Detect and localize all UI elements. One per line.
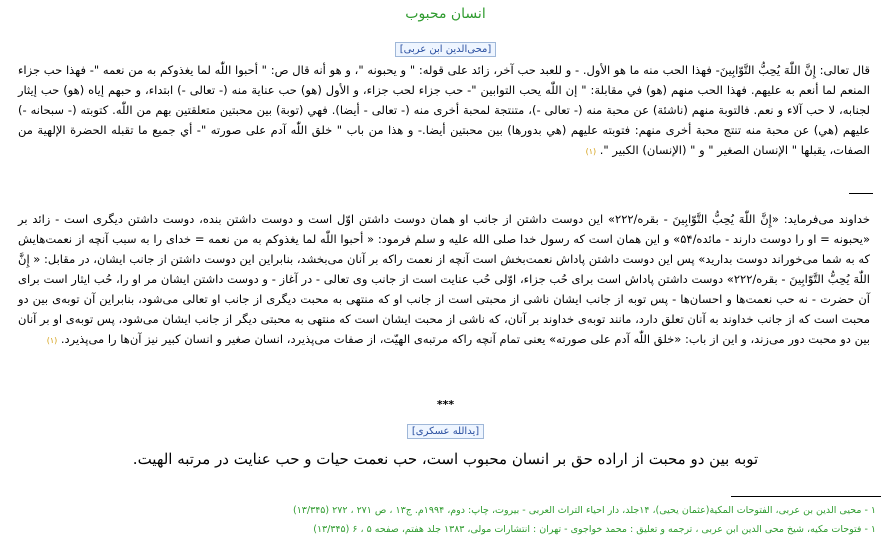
arabic-footnote-ref[interactable]: (۱) [585, 147, 597, 156]
author-label-1 [0, 37, 891, 57]
author-label-2 [0, 419, 891, 439]
author-name-2: [یدالله‌ عسکری] [407, 424, 484, 439]
arabic-paragraph [18, 60, 870, 162]
persian-text: خداوند می‌فرماید: «إِنَّ اللّٰهَ يُحِبُّ التَّوّابِينَ - بقره/۲۲۲» این دوست داشتن از جانب او همان دوست داشتن اوّل است و دوست داشتن بنده، دوست داشتن دیگری است - زائد بر «یحبونه = او را دوست دارند - مائده/۵۴» و این همان است که رسول خدا صلی الله علیه و سلم فرمود: « أحبوا اللّٰه لما يغذوكم به من نعمه = خدای را به سبب آنچه از نعمت‌هایش که به شما می‌خوراند دوست بدارید» پس این دوست داشتن پاداش نعمت‌بخش است آنچه از نعمت راکه بر آنان می‌بخشد، بنابراین این دوست داشتن از جانب ایشان، در مقابل: « إِنَّ اللّٰهَ يُحِبُّ التَّوّابِينَ - بقره/۲۲۲» دوست داشتن پاداش است برای حُب جزاء، اوّلی حُب عنایت است از جانب وی تعالی - در آغاز - و دوست داشتن ایشان مر او را، حُب ایثار است برای آن حضرت - نه حب نعمت‌ها و احسان‌ها - پس توبه از جانب ایشان ناشی از محبتی است از جانب او که منتهی به محبت دیگری از جانب او تعالی می‌شود، بنابراین آن توبه‌ی بین دو محبت است که از جانب خداوند به آنان تعلق دارد، مانند توبه‌ی خداوند بر آنان، که ناشی از محبت ایشان است که منتهی به محبتی دیگر از جانب ایشان می‌شود، پس توبه‌ی او بر آنان بین دو محبت دور می‌زند، و این از باب: «خلق اللّٰه آدم علی صورته» یعنی تمام آنچه راکه مرتبه‌ی الهیّت، از صفات می‌پذیرد، انسان صغیر و انسان کبیر نیز آن‌ها را می‌پذیرد. [18, 212, 870, 346]
arabic-text: قال تعالی: إِنَّ اللّٰهَ يُحِبُّ التَّوّابِينَ- فهذا الحب منه ما هو الأول. - و للعبد حب آخر، زائد علی قوله: " و يحبونه "، و هو أنه قال ص: " أحبوا اللّٰه لما يغذوكم به من نعمه "- فهذا حب جزاء المنعم لما أنعم به عليهم. فهذا الحب منهم (هو) في مقابلة: " إن اللّٰه يحب التوابين "- حب جزاء لحب جزاء، و الأول (هو) حب عناية منه (- تعالی -) ابتداء، و حبهم إياه (هو) حب إيثار لجنابه، لا حب آلاء و نعم. فالتوبة منهم (ناشئة) عن محبة منه (- تعالی -)، متنتجة لمحبة أخری منه (- تعالی - أيضا). فهي (توبة) بين محبتين متعلقتين بهم من اللّٰه. كتوبته (- سبحانه -) عليهم (هي) عن محبة منه تنتج محبة أخری منهم: فتوبته عليهم (هي بدورها) بين محبتين أيضا.- و هذا من باب " خلق اللّٰه آدم علی صورته "- أي جميع ما تقبله الحضرة الإلهية من الصفات، يقبلها " الإنسان الصغير " و " (الإنسان) الكبير ". [18, 63, 870, 157]
persian-paragraph [18, 209, 870, 351]
persian-footnote-ref[interactable]: (۱) [46, 336, 58, 345]
summary-text: توبه بین دو محبت از اراده حق بر انسان محبوب است، حب نعمت حیات و حب عنایت در مرتبه الهیت. [132, 450, 759, 468]
author-name-1: [محی‌الدین ابن عربی] [395, 42, 497, 57]
footnote-divider [731, 496, 881, 497]
footnote-1: ۱ - محیی الدین بن عربی، الفتوحات المکیة(عثمان یحیی)، ۱۴جلد، دار احیاء التراث العربی - بیروت، چاپ: دوم، ۱۹۹۴م. ج۱۳ ، ص ۲۷۱ ، ۲۷۲ (۱۳/۳۴۵) [292, 505, 876, 516]
footnote-2: ۱ - فتوحات مکیه، شیخ محی الدین ابن عربی ، ترجمه و تعلیق : محمد خواجوی - تهران : انتشارات مولی، ۱۳۸۳ جلد هفتم، صفحه ۵ ، ۶ (۱۳/۳۴۵) [313, 524, 876, 535]
page-title: انسان محبوب [405, 6, 486, 22]
section-separator: *** [436, 398, 455, 411]
paragraph-divider [849, 193, 873, 194]
